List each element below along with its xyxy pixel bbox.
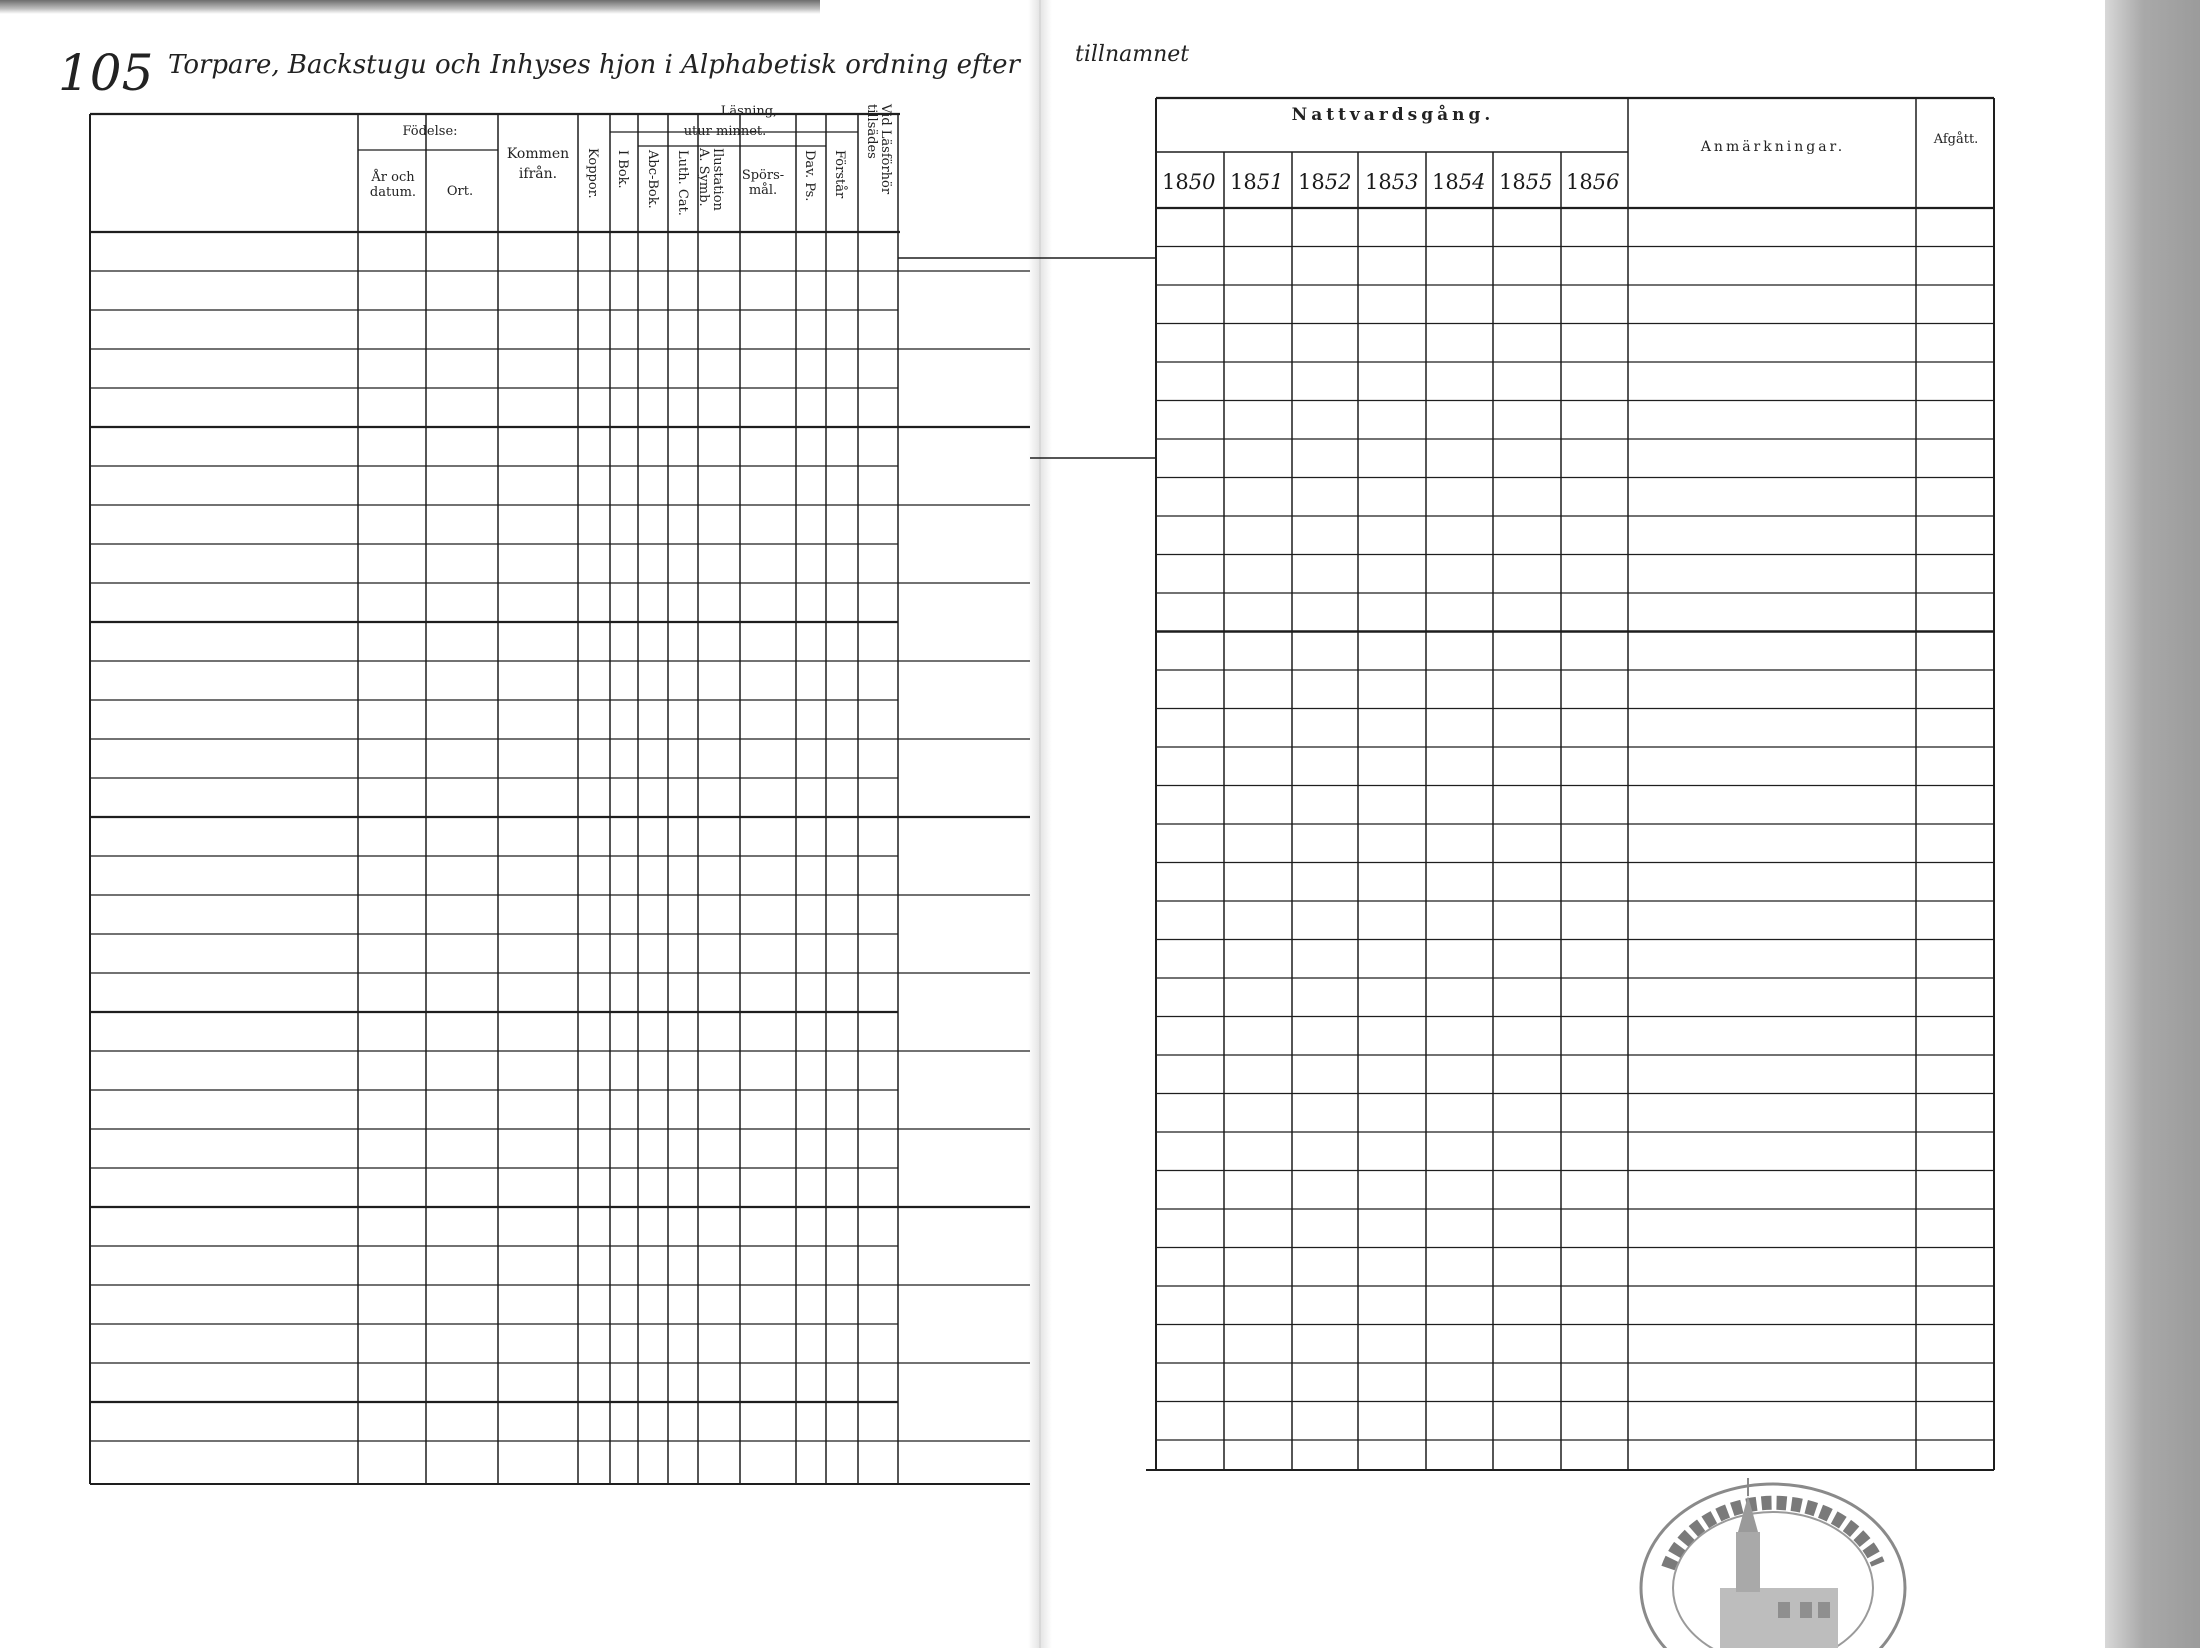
header-ilustation: Ilustation A. Symb. bbox=[696, 148, 725, 211]
year-1852: 1852 bbox=[1298, 170, 1352, 194]
diocese-stamp bbox=[1628, 1468, 1918, 1648]
header-nattvardsgang: Nattvardsgång. bbox=[1291, 105, 1495, 125]
year-1853: 1853 bbox=[1365, 170, 1419, 194]
header-kommen-ifran: Kommen ifrån. bbox=[506, 146, 570, 182]
header-ort: Ort. bbox=[446, 184, 474, 199]
page-title: Torpare, Backstugu och Inhyses hjon i Alphabetisk ordning efter bbox=[168, 50, 1020, 80]
header-ar-och-datum: År och datum. bbox=[369, 170, 417, 200]
header-spors-mal: Spörs-mål. bbox=[741, 168, 785, 198]
header-vid-lasforhor: Vid Läsförhör tillsädes bbox=[864, 104, 893, 195]
page-number: 105 bbox=[58, 44, 154, 102]
year-1854: 1854 bbox=[1432, 170, 1486, 194]
header-dav-ps: Dav. Ps. bbox=[802, 150, 817, 202]
header-koppor: Koppor. bbox=[585, 148, 600, 199]
year-1851: 1851 bbox=[1230, 170, 1284, 194]
header-lasning: Läsning, bbox=[720, 104, 778, 119]
header-afgatt: Afgått. bbox=[1933, 132, 1979, 147]
header-anmarkningar: Anmärkningar. bbox=[1700, 139, 1846, 155]
header-luth-cat: Luth. Cat. bbox=[675, 150, 690, 216]
year-1856: 1856 bbox=[1566, 170, 1620, 194]
header-fodelse: Födelse: bbox=[402, 124, 458, 139]
header-utur-minnet: utur minnet. bbox=[683, 124, 767, 139]
header-abc-bok: Abc-Bok. bbox=[645, 150, 660, 209]
header-forstar: Förstår bbox=[832, 150, 847, 199]
page-title-continued: tillnamnet bbox=[1075, 42, 1190, 67]
year-1850: 1850 bbox=[1162, 170, 1216, 194]
header-i-bok: I Bok. bbox=[615, 150, 630, 189]
year-1855: 1855 bbox=[1499, 170, 1553, 194]
